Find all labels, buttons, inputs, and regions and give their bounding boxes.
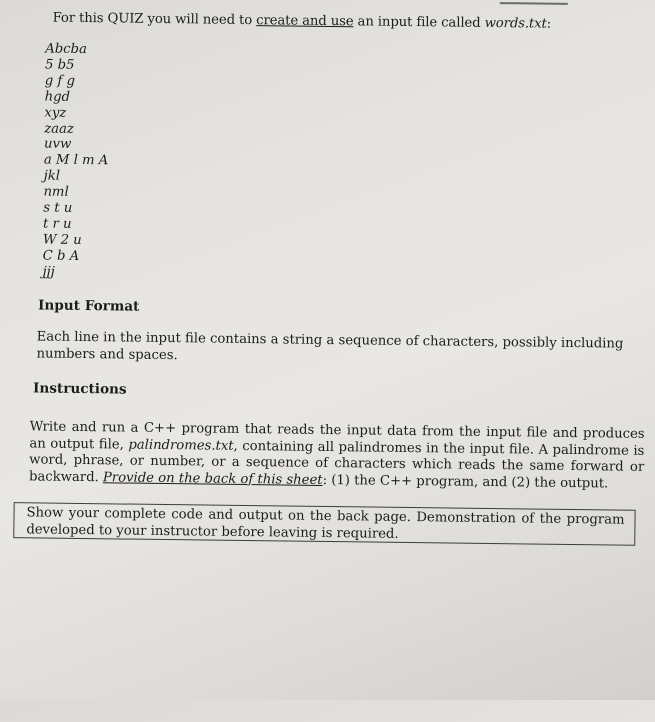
word-list-item: s t u bbox=[43, 200, 73, 216]
intro-sentence bbox=[53, 11, 552, 32]
word-list-item: t r u bbox=[43, 216, 72, 232]
word-list-item: uvw bbox=[43, 136, 72, 153]
input-format-heading: Input Format bbox=[38, 297, 140, 315]
intro-lead: For this QUIZ you will need to bbox=[52, 10, 257, 29]
word-list-item: hgd bbox=[44, 89, 71, 105]
word-list-item: a M l m A bbox=[43, 152, 109, 169]
word-list-item: W 2 u bbox=[42, 232, 82, 248]
word-list-item: nml bbox=[43, 184, 69, 200]
input-format-text: Each line in the input file contains a string a sequence of characters, possibly including numbers and spaces. bbox=[36, 329, 624, 363]
word-list-item: g f g bbox=[44, 73, 76, 89]
word-list-item: Abcba bbox=[45, 41, 87, 58]
word-list-item: jjj bbox=[42, 264, 55, 280]
provide-on-back-note: Provide on the back of this sheet bbox=[102, 470, 323, 488]
intro-filename: words.txt bbox=[484, 15, 547, 32]
instructions-part3: : (1) the C++ program, and (2) the output. bbox=[322, 472, 609, 492]
output-filename: palindromes.txt bbox=[128, 437, 234, 454]
word-list-item: xyz bbox=[44, 105, 67, 121]
word-list-item: zaaz bbox=[44, 121, 74, 137]
intro-middle: an input file called bbox=[353, 14, 485, 31]
word-list-item: jkl bbox=[43, 168, 61, 184]
word-list bbox=[42, 42, 109, 281]
instructions-part1: Write and run a C++ program that reads the input data from the input file and produces an output file, bbox=[29, 419, 645, 453]
instructions-part2: , containing all palindromes in the input file. A palindrome is word, phrase, or number, or a sequence of characters which reads the same forward or backward. bbox=[28, 438, 645, 486]
instructions-text bbox=[29, 419, 645, 493]
intro-create-and-use: create and use bbox=[256, 13, 354, 30]
instructions-heading: Instructions bbox=[32, 380, 127, 398]
page-edge-line bbox=[500, 2, 568, 5]
word-list-item: C b A bbox=[42, 248, 80, 264]
notice-box: Show your complete code and output on the back page. Demonstration of the program developed to your instructor before leaving is required. bbox=[13, 502, 635, 546]
intro-end: : bbox=[546, 16, 552, 32]
word-list-item: 5 b5 bbox=[44, 57, 75, 73]
